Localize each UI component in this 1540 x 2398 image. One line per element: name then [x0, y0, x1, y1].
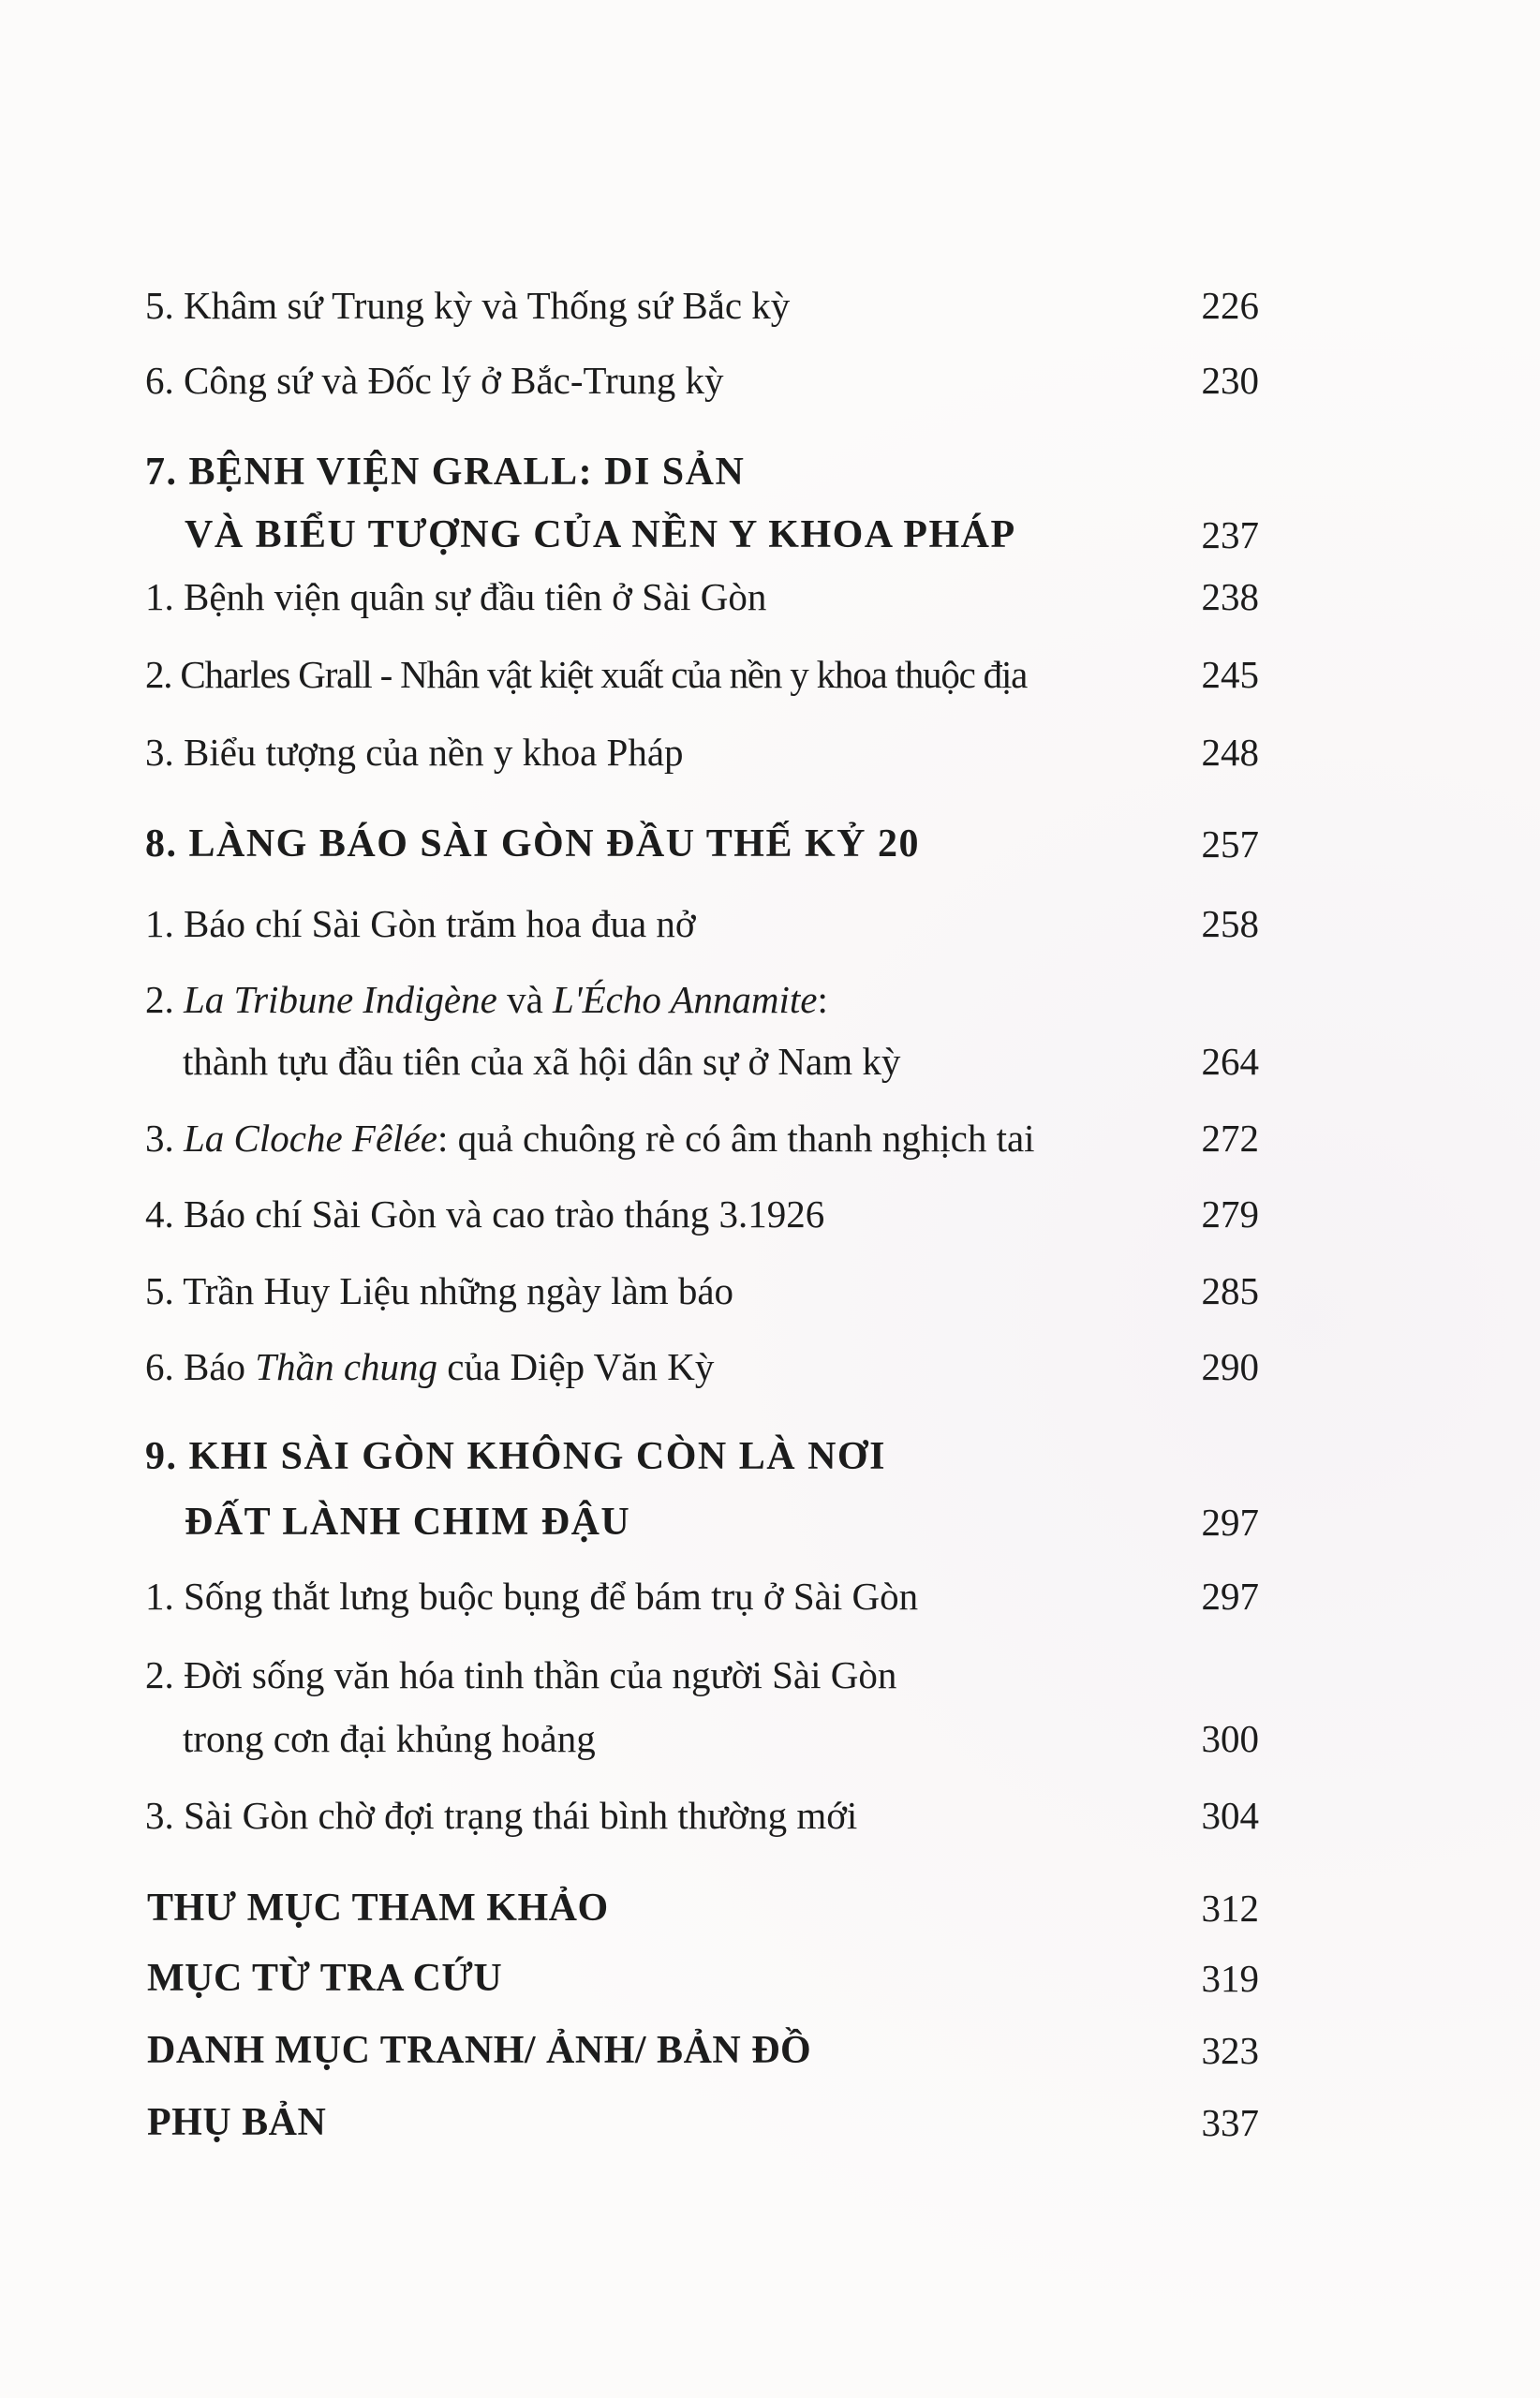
toc-chapter-page: 237: [1201, 513, 1259, 556]
toc-chapter-title: 7. BỆNH VIỆN GRALL: DI SẢN: [145, 451, 746, 494]
toc-chapter-heading: [0, 448, 1540, 513]
toc-entry-page: 264: [1201, 1040, 1259, 1083]
toc-entry-page: 279: [1201, 1192, 1259, 1236]
toc-entry-page: 300: [1201, 1717, 1259, 1760]
toc-entry-title: 1. Sống thắt lưng buộc bụng để bám trụ ở Sài Gòn: [145, 1575, 919, 1618]
toc-entry: [0, 728, 1540, 793]
toc-entry: [0, 572, 1540, 638]
toc-entry: [0, 1266, 1540, 1332]
toc-entry-italic-title: L'Écho Annamite: [553, 978, 818, 1021]
toc-entry-title: 6. Công sứ và Đốc lý ở Bắc-Trung kỳ: [145, 359, 724, 402]
toc-entry: [0, 356, 1540, 422]
toc-entry-title: trong cơn đại khủng hoảng: [183, 1717, 596, 1760]
toc-entry-italic-title: La Cloche Fêlée: [184, 1117, 437, 1160]
toc-chapter-title: ĐẤT LÀNH CHIM ĐẬU: [185, 1501, 631, 1544]
toc-entry-italic-title: Thần chung: [255, 1345, 438, 1388]
toc-chapter-title: 8. LÀNG BÁO SÀI GÒN ĐẦU THẾ KỶ 20: [145, 822, 920, 866]
toc-entry-title: 5. Khâm sứ Trung kỳ và Thống sứ Bắc kỳ: [145, 284, 791, 327]
toc-entry-title: 1. Báo chí Sài Gòn trăm hoa đua nở: [145, 902, 696, 945]
toc-entry-page: 226: [1201, 284, 1259, 327]
toc-entry: [0, 650, 1540, 716]
toc-entry: [0, 1342, 1540, 1408]
toc-entry-title: 2. Charles Grall - Nhân vật kiệt xuất của nền y khoa thuộc địa: [145, 653, 1028, 696]
toc-backmatter-entry: [0, 1954, 1540, 2020]
toc-entry-title: 6. Báo Thần chung của Diệp Văn Kỳ: [145, 1345, 715, 1388]
toc-entry-title: 1. Bệnh viện quân sự đầu tiên ở Sài Gòn: [145, 575, 767, 618]
toc-backmatter-entry: [0, 1884, 1540, 1949]
toc-backmatter-title: PHỤ BẢN: [147, 2101, 327, 2144]
toc-chapter-heading: [0, 1432, 1540, 1498]
toc-chapter-page: 257: [1201, 822, 1259, 866]
toc-entry-page: 258: [1201, 902, 1259, 945]
toc-entry-page: 290: [1201, 1345, 1259, 1388]
toc-backmatter-page: 337: [1201, 2101, 1259, 2144]
toc-entry: [0, 899, 1540, 965]
toc-backmatter-page: 312: [1201, 1887, 1259, 1930]
toc-entry-title: 5. Trần Huy Liệu những ngày làm báo: [145, 1269, 734, 1312]
toc-entry: [0, 1114, 1540, 1179]
toc-entry-title: 3. Biểu tượng của nền y khoa Pháp: [145, 731, 684, 774]
toc-entry: [0, 975, 1540, 1041]
toc-entry: [0, 281, 1540, 347]
toc-entry-page: 245: [1201, 653, 1259, 696]
toc-entry-title: 4. Báo chí Sài Gòn và cao trào tháng 3.1926: [145, 1192, 825, 1236]
toc-backmatter-title: DANH MỤC TRANH/ ẢNH/ BẢN ĐỒ: [147, 2029, 812, 2072]
toc-entry-page: 238: [1201, 575, 1259, 618]
toc-entry: [0, 1572, 1540, 1637]
toc-chapter-title: VÀ BIỂU TƯỢNG CỦA NỀN Y KHOA PHÁP: [185, 513, 1016, 556]
toc-entry-title: 3. Sài Gòn chờ đợi trạng thái bình thường mới: [145, 1794, 858, 1837]
toc-entry-title: 2. Đời sống văn hóa tinh thần của người Sài Gòn: [145, 1653, 897, 1696]
toc-entry: [0, 1791, 1540, 1857]
toc-chapter-title: 9. KHI SÀI GÒN KHÔNG CÒN LÀ NƠI: [145, 1435, 886, 1478]
toc-entry-italic-title: La Tribune Indigène: [184, 978, 497, 1021]
toc-entry: [0, 1714, 1540, 1780]
toc-backmatter-title: MỤC TỪ TRA CỨU: [147, 1957, 503, 2000]
toc-entry: [0, 1650, 1540, 1716]
toc-entry-page: 230: [1201, 359, 1259, 402]
toc-entry-title: 2. La Tribune Indigène và L'Écho Annamite:: [145, 978, 828, 1021]
toc-chapter-heading: [0, 1498, 1540, 1563]
toc-backmatter-page: 323: [1201, 2029, 1259, 2072]
toc-entry-page: 285: [1201, 1269, 1259, 1312]
toc-backmatter-entry: [0, 2098, 1540, 2164]
toc-chapter-heading: [0, 511, 1540, 576]
toc-entry-title: 3. La Cloche Fêlée: quả chuông rè có âm thanh nghịch tai: [145, 1117, 1035, 1160]
toc-entry-page: 248: [1201, 731, 1259, 774]
toc-entry: [0, 1190, 1540, 1255]
toc-entry-page: 297: [1201, 1575, 1259, 1618]
toc-chapter-page: 297: [1201, 1501, 1259, 1544]
toc-backmatter-page: 319: [1201, 1957, 1259, 2000]
toc-entry-page: 272: [1201, 1117, 1259, 1160]
toc-entry-page: 304: [1201, 1794, 1259, 1837]
toc-backmatter-entry: [0, 2026, 1540, 2092]
toc-backmatter-title: THƯ MỤC THAM KHẢO: [147, 1887, 609, 1930]
toc-entry-title: thành tựu đầu tiên của xã hội dân sự ở Nam kỳ: [183, 1040, 901, 1083]
toc-entry: [0, 1037, 1540, 1103]
toc-chapter-heading: [0, 820, 1540, 885]
